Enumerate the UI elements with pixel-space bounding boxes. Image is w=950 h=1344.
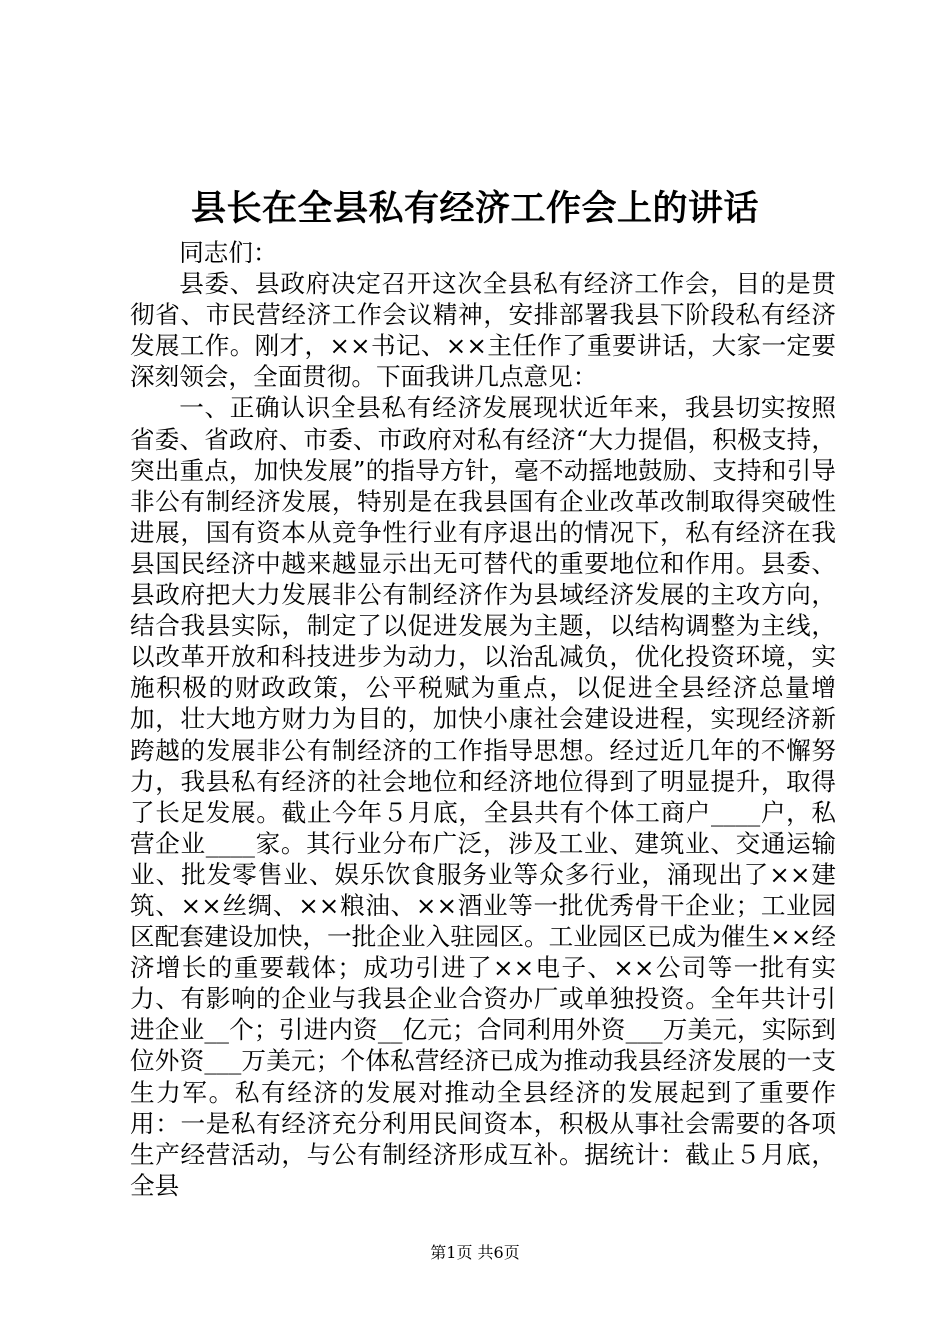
document-body — [130, 237, 836, 1201]
salutation-paragraph: 同志们： — [179, 238, 278, 267]
intro-paragraph: 县委、县政府决定召开这次全县私有经济工作会，目的是贯彻省、市民营经济工作会议精神，安排部署我县下阶段私有经济发展工作。刚才，××书记、××主任作了重要讲话，大家一定要深刻领会，全面贯彻。下面我讲几点意见： — [130, 269, 836, 392]
page-number-footer: 第1页 共6页 — [430, 1243, 520, 1262]
section-one-paragraph: 一、正确认识全县私有经济发展现状近年来，我县切实按照省委、省政府、市委、市政府对私有经济“大力提倡，积极支持，突出重点，加快发展”的指导方针，毫不动摇地鼓励、支持和引导非公有制经济发展，特别是在我县国有企业改革改制取得突破性进展，国有资本从竞争性行业有序退出的情况下，私有经济在我县国民经济中越来越显示出无可替代的重要地位和作用。县委、县政府把大力发展非公有制经济作为县域经济发展的主攻方向，结合我县实际，制定了以促进发展为主题，以结构调整为主线，以改革开放和科技进步为动力，以治乱减负，优化投资环境，实施积极的财政政策，公平税赋为重点，以促进全县经济总量增加，壮大地方财力为目的，加快小康社会建设进程，实现经济新跨越的发展非公有制经济的工作指导思想。经过近几年的不懈努力，我县私有经济的社会地位和经济地位得到了明显提升，取得了长足发展。截止今年５月底，全县共有个体工商户____户，私营企业____家。其行业分布广泛，涉及工业、建筑业、交通运输业、批发零售业、娱乐饮食服务业等众多行业，涌现出了××建筑、××丝绸、××粮油、××酒业等一批优秀骨干企业；工业园区配套建设加快，一批企业入驻园区。工业园区已成为催生××经济增长的重要载体；成功引进了××电子、××公司等一批有实力、有影响的企业与我县企业合资办厂或单独投资。全年共计引进企业__个；引进内资__亿元；合同利用外资___万美元，实际到位外资___万美元；个体私营经济已成为推动我县经济发展的一支生力军。私有经济的发展对推动全县经济的发展起到了重要作用：一是私有经济充分利用民间资本，积极从事社会需要的各项生产经营活动，与公有制经济形成互补。据统计：截止５月底，全县 — [130, 393, 836, 1200]
document-title: 县长在全县私有经济工作会上的讲话 — [190, 189, 759, 229]
